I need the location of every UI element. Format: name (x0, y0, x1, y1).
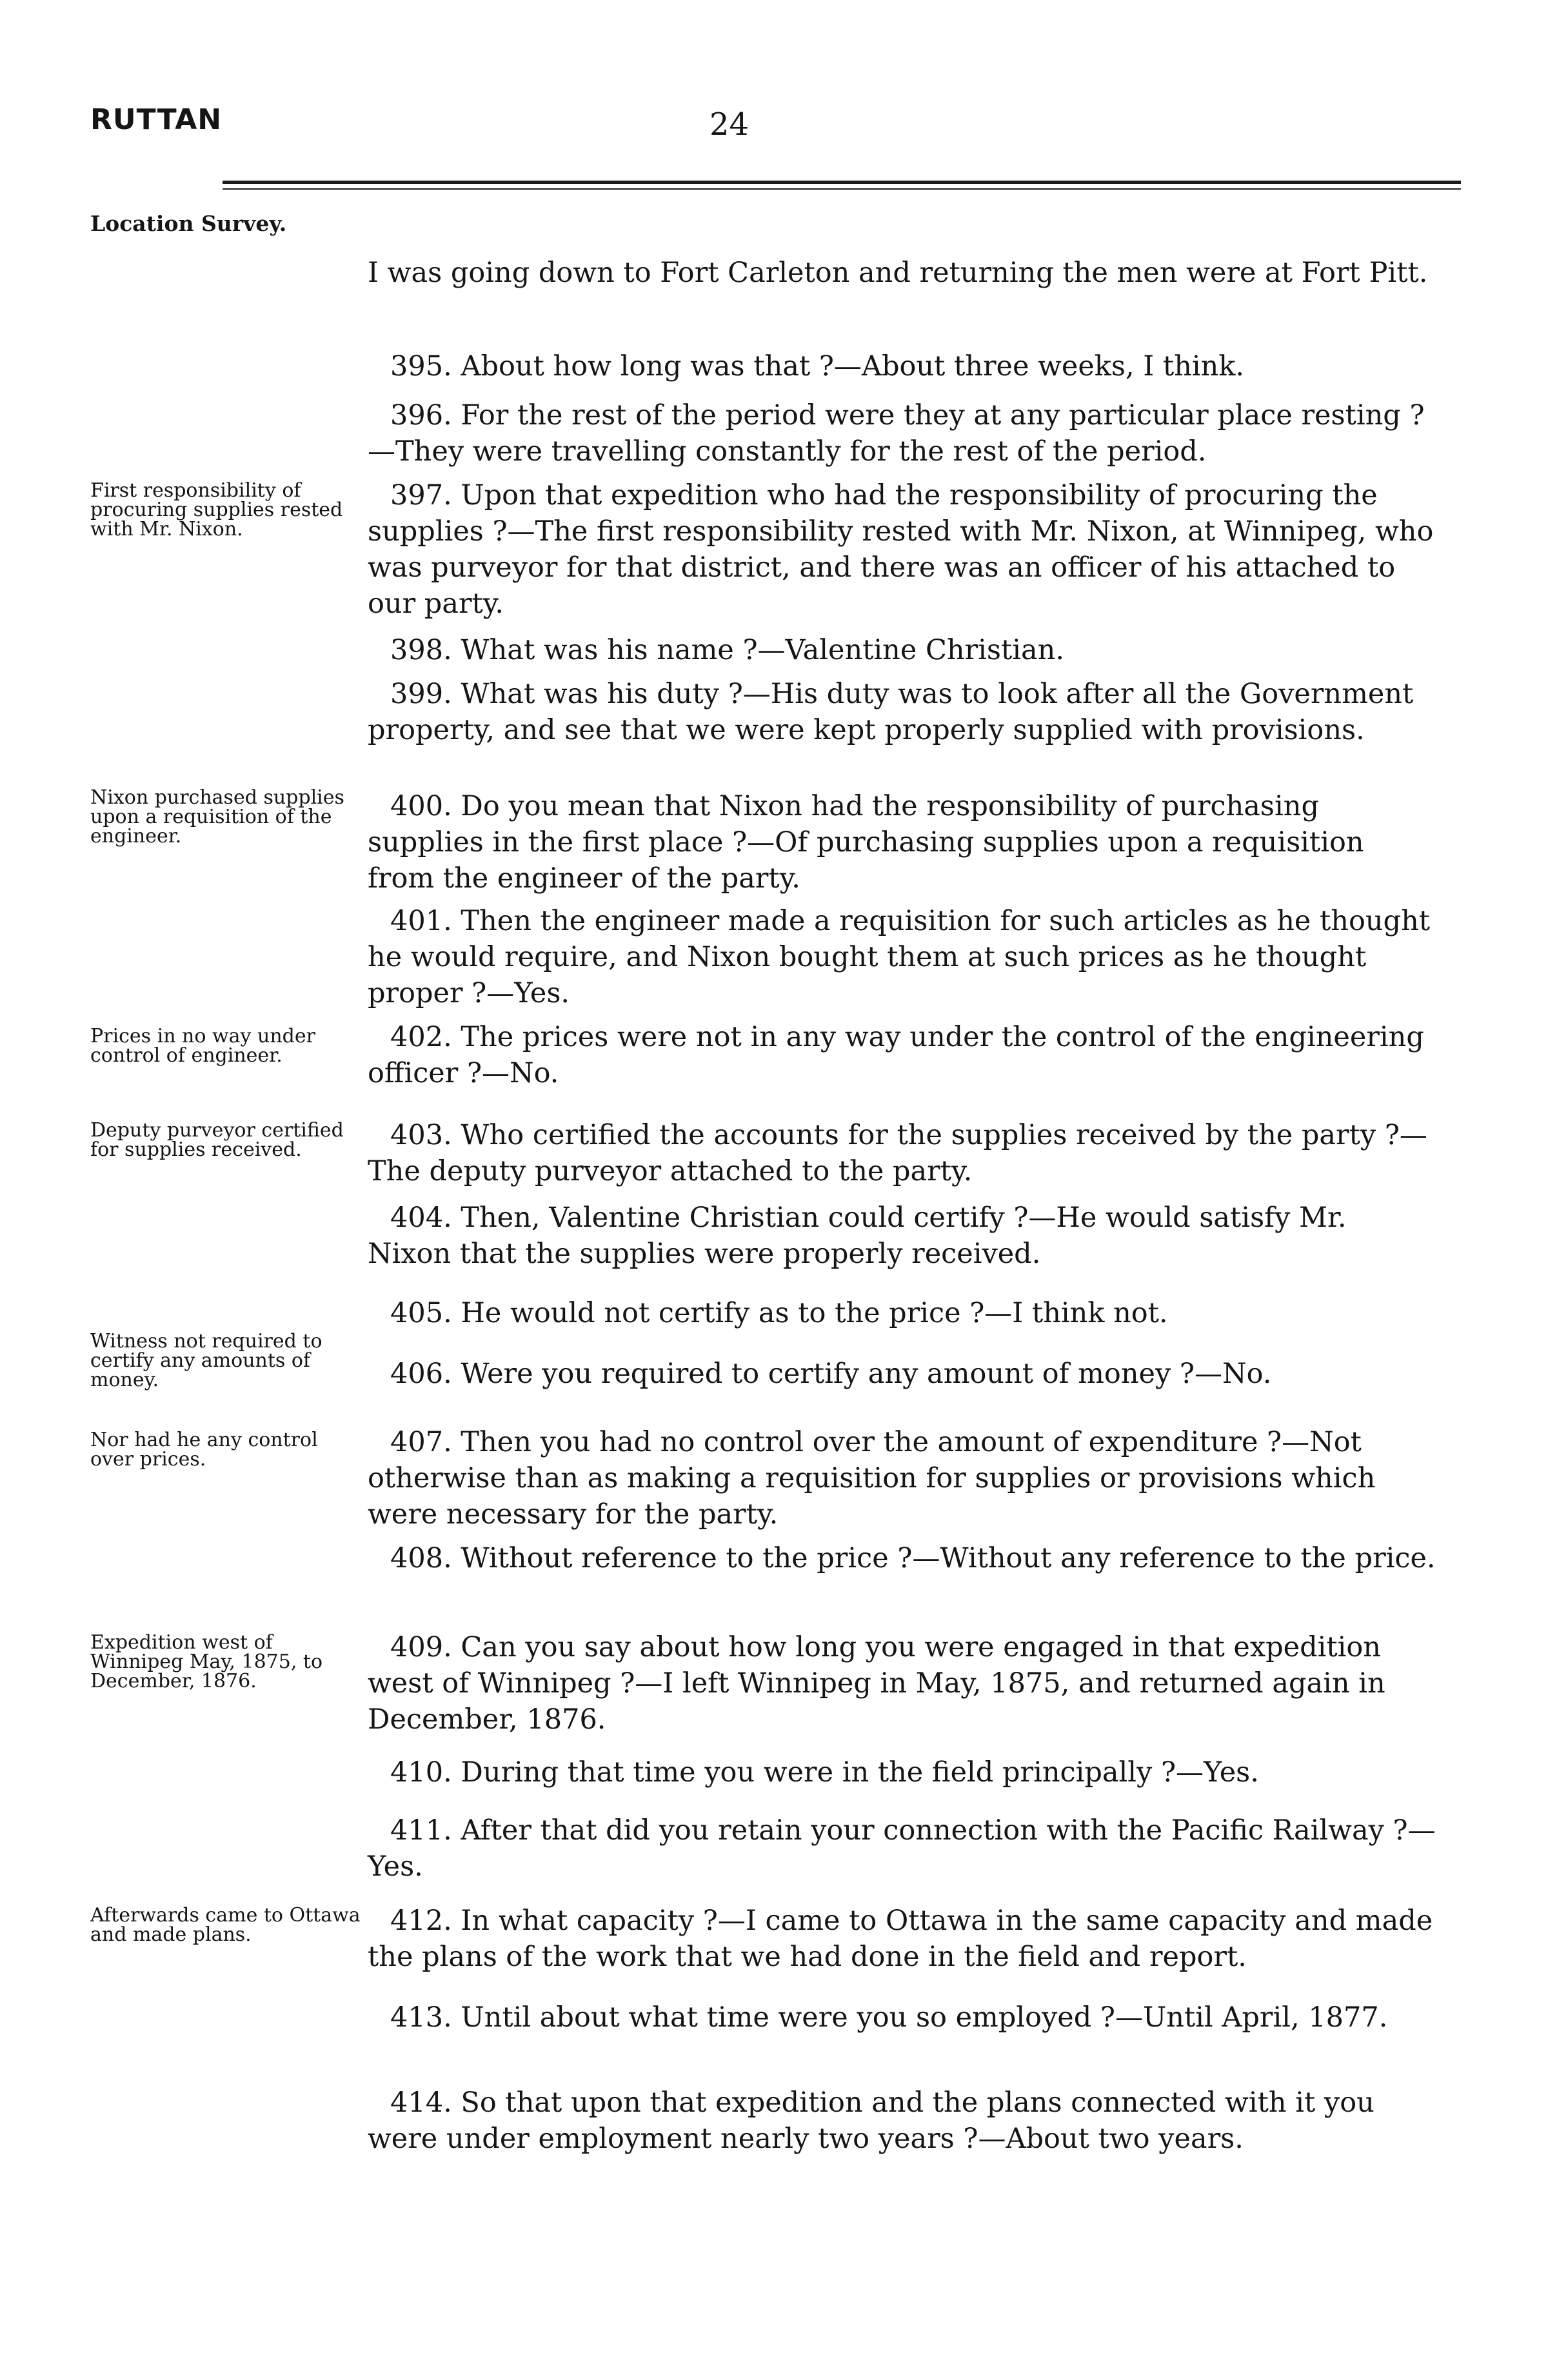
paragraph-q403: 403. Who certified the accounts for the supplies received by the party ?—The deputy purveyor attached to the party. (368, 1119, 1427, 1187)
paragraph-q400: 400. Do you mean that Nixon had the responsibility of purchasing supplies in the first place ?—Of purchasing supplies upon a requisition from the engineer of the party. (368, 790, 1364, 895)
paragraph-q410: 410. During that time you were in the field principally ?—Yes. (390, 1756, 1259, 1789)
paragraph-continuation: I was going down to Fort Carleton and returning the men were at Fort Pitt. (368, 257, 1428, 289)
page-header (0, 0, 1548, 193)
paragraph-q396: 396. For the rest of the period were they at any particular place resting ?—They were travelling constantly for the rest of the period. (368, 399, 1425, 468)
margin-note-witness-not-required: Witness not required to certify any amounts of money. (90, 1330, 322, 1391)
margin-note-deputy-purveyor: Deputy purveyor certified for supplies received. (90, 1119, 344, 1161)
margin-note-came-to-ottawa: Afterwards came to Ottawa and made plans. (90, 1904, 361, 1946)
paragraph-q407: 407. Then you had no control over the amount of expenditure ?—Not otherwise than as making a requisition for supplies or provisions which were necessary for the party. (368, 1426, 1376, 1531)
margin-note-nixon-purchased: Nixon purchased supplies upon a requisition of the engineer. (90, 786, 344, 848)
paragraph-q412: 412. In what capacity ?—I came to Ottawa in the same capacity and made the plans of the work that we had done in the field and report. (368, 1905, 1433, 1973)
paragraph-q395: 395. About how long was that ?—About three weeks, I think. (390, 350, 1245, 382)
margin-note-first-responsibility: First responsibility of procuring supplies rested with Mr. Nixon. (90, 479, 343, 540)
paragraph-q411: 411. After that did you retain your connection with the Pacific Railway ?—Yes. (368, 1814, 1436, 1883)
paragraph-q413: 413. Until about what time were you so employed ?—Until April, 1877. (390, 2001, 1388, 2034)
paragraph-q414: 414. So that upon that expedition and the plans connected with it you were under employment nearly two years ?—About two years. (368, 2087, 1374, 2155)
paragraph-q401: 401. Then the engineer made a requisition for such articles as he thought he would require, and Nixon bought them at such prices as he thought proper ?—Yes. (368, 905, 1431, 1009)
paragraph-q409: 409. Can you say about how long you were engaged in that expedition west of Winnipeg ?—I left Winnipeg in May, 1875, and returned again in December, 1876. (368, 1631, 1385, 1736)
paragraph-q402: 402. The prices were not in any way under the control of the engineering officer ?—No. (368, 1021, 1424, 1089)
paragraph-q408: 408. Without reference to the price ?—Without any reference to the price. (390, 1542, 1436, 1574)
paragraph-q406: 406. Were you required to certify any amount of money ?—No. (390, 1358, 1272, 1390)
margin-note-expedition-west: Expedition west of Winnipeg May, 1875, to December, 1876. (90, 1631, 323, 1692)
margin-note-no-control-prices: Nor had he any control over prices. (90, 1429, 318, 1471)
header-rule (223, 181, 1461, 184)
running-head: RUTTAN (90, 103, 223, 136)
margin-note-prices-control: Prices in no way under control of engineer. (90, 1025, 315, 1067)
paragraph-q397: 397. Upon that expedition who had the responsibility of procuring the supplies ?—The first responsibility rested with Mr. Nixon, at Winnipeg, who was purveyor for that district, and there was an officer of his attached to our party. (368, 479, 1434, 620)
paragraph-q399: 399. What was his duty ?—His duty was to look after all the Government property, and see that we were kept properly supplied with provisions. (368, 678, 1414, 746)
header-rule-thin (223, 188, 1461, 190)
paragraph-q405: 405. He would not certify as to the price ?—I think not. (390, 1297, 1168, 1329)
page-number: 24 (710, 106, 749, 143)
margin-note-location-survey: Location Survey. (90, 211, 287, 236)
paragraph-q398: 398. What was his name ?—Valentine Christian. (390, 634, 1064, 666)
paragraph-q404: 404. Then, Valentine Christian could certify ?—He would satisfy Mr. Nixon that the supplies were properly received. (368, 1202, 1347, 1270)
